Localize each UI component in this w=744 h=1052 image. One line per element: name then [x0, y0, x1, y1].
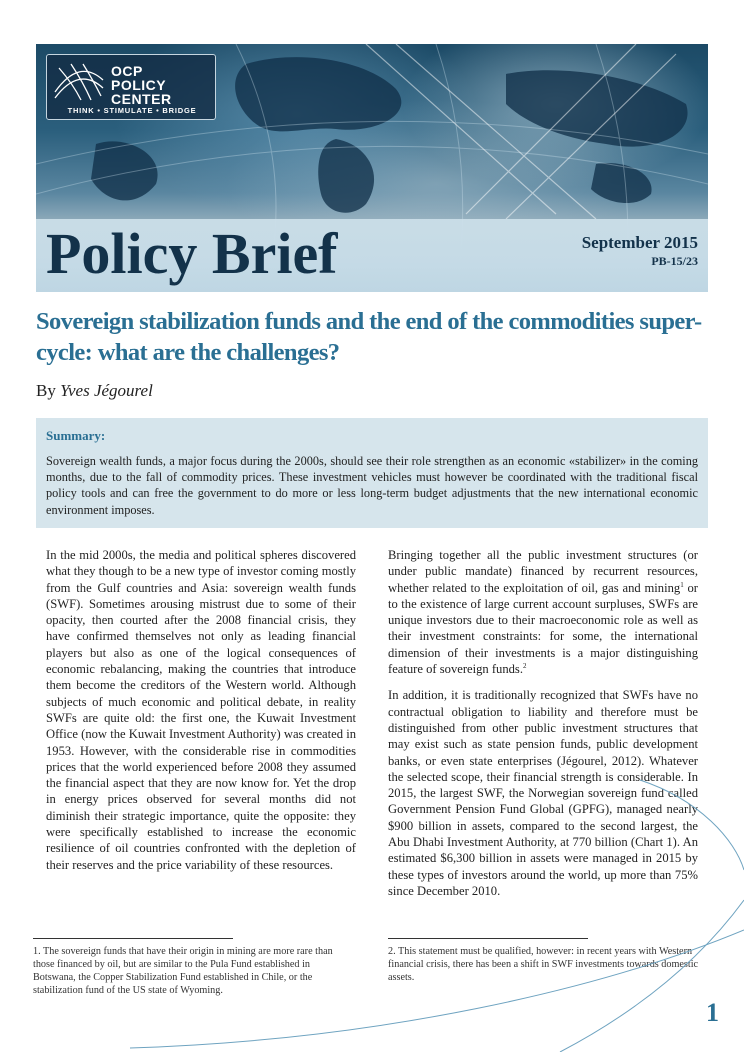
- footnote-ref-2[interactable]: 2: [522, 661, 527, 670]
- summary-box: [36, 418, 708, 528]
- body-column-left: [46, 547, 356, 883]
- page-number: 1: [706, 998, 719, 1027]
- doc-type-title: Policy Brief: [46, 221, 338, 286]
- article-title: Sovereign stabilization funds and the end of the commodities super-cycle: what are the challenges?: [36, 308, 702, 366]
- body-paragraph: In the mid 2000s, the media and political spheres discovered what they though to be a new type of investor coming mostly from the Gulf countries and Asia: sovereign wealth funds (SWF). Sometimes arousing mistrust due to some of their opacity, then courted after the 2008 financial crisis, they have confirmed themselves not only as leading financial players but also as one of the logical consequences of economic rebalancing, making the countries that introduce them become the creditors of the Western world. Although subjects of much economic and political debate, in reality SWFs are quite old: the first one, the Kuwait Investment Office (now the Kuwait Investment Authority) was created in 1953. However, with the considerable rise in commodities prices that the world experienced before 2008 they assumed the financial aspect that they are now know for. Yet the drop in energy prices observed for several months did not diminish their strategic importance, quite the opposite: they were specifically established to increase the economic resilience of oil countries confronted with the depletion of their reserves and the price variability of these resources.: [46, 548, 356, 872]
- logo-text-line-1: OCP: [111, 63, 143, 79]
- ocp-logo: [46, 54, 216, 120]
- byline: [36, 381, 153, 401]
- document-code: PB-15/23: [651, 254, 698, 268]
- summary-text: Sovereign wealth funds, a major focus during the 2000s, should see their role strengthen as an economic «stabilizer» in the coming months, due to the fall of commodity prices. These investment vehicles must however be coordinated with the traditional fiscal policy tools and can free the government to do more or less long-term budget adjustments that the new international economic environment imposes.: [46, 454, 698, 517]
- footnote-2: 2. This statement must be qualified, however: in recent years with Western financial crisis, there has been a shift in SWF investments towards domestic assets.: [388, 946, 699, 983]
- logo-mesh-icon: [53, 62, 105, 102]
- body-column-right: [388, 547, 698, 909]
- logo-text-line-2: POLICY: [111, 77, 167, 93]
- logo-tagline: THINK • STIMULATE • BRIDGE: [67, 106, 197, 115]
- paragraph-text: Bringing together all the public investment structures (or under public mandate) financed by recurrent resources, whether related to the exploitation of oil, gas and mining: [388, 548, 698, 595]
- footnote-divider: [388, 938, 588, 939]
- header-banner: [36, 44, 708, 292]
- footnote-ref-1[interactable]: 1: [680, 580, 684, 589]
- footnote-divider: [33, 938, 233, 939]
- publication-date: September 2015: [581, 233, 698, 252]
- byline-prefix: By: [36, 381, 56, 400]
- body-paragraph: In addition, it is traditionally recognized that SWFs have no contractual obligation to liability and therefore must be distinguished from other public investment structures that may exist such as state pension funds, public development banks, or even state enterprises (Jégourel, 2012). Whatever the selected scope, their financial strength is considerable. In 2015, the largest SWF, the Norwegian sovereign fund called Government Pension Fund Global (GPFG), managed nearly $900 billion in assets, compared to the second largest, the Abu Dhabi Investment Authority, at 770 billion (Chart 1). An estimated $6,300 billion in assets were managed in 2015 by these types of investors around the world, up more than 75% since December 2010.: [388, 688, 698, 898]
- footnote-1: 1. The sovereign funds that have their origin in mining are more rare than those financed by oil, but are similar to the Pula Fund established in Botswana, the Copper Stabilization Fund established in Chile, or the stabilization fund of the US state of Wyoming.: [33, 946, 333, 996]
- summary-heading: Summary:: [46, 428, 106, 443]
- paragraph-text: or to the existence of large current account surpluses, SWFs are unique investors due to their macroeconomic role as well as their investment constraints: for some, the international dimension of their investments is a major distinguishing feature of sovereign funds.: [388, 580, 699, 677]
- author-name: Yves Jégourel: [60, 381, 153, 400]
- body-paragraph: [388, 547, 698, 677]
- logo-text-line-3: CENTER: [111, 91, 172, 107]
